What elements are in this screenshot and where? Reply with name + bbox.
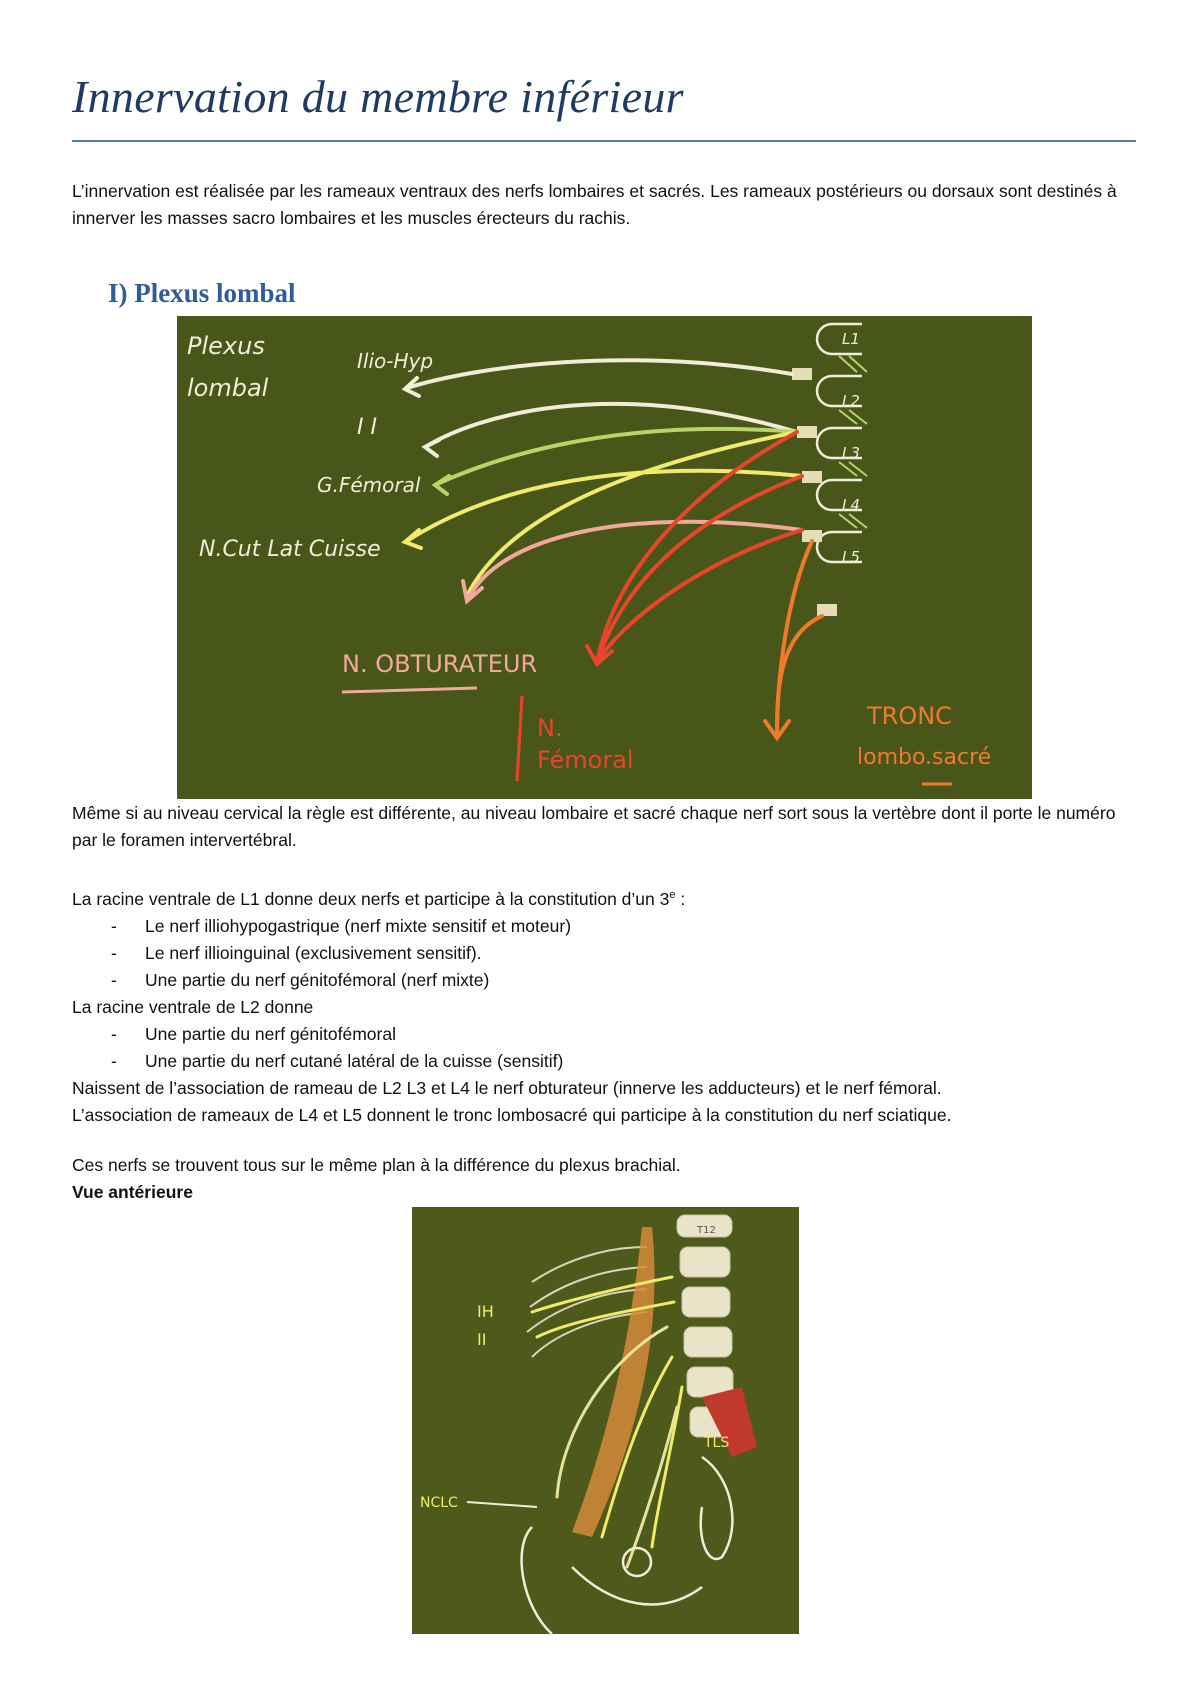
label-level-l4: L4	[842, 496, 860, 514]
list-item: - Le nerf illioinguinal (exclusivement sensitif).	[111, 942, 482, 963]
label-level-l1: L1	[842, 330, 860, 348]
list-item: - Une partie du nerf cutané latéral de la cuisse (sensitif)	[111, 1050, 564, 1071]
label-level-l3: L3	[842, 444, 860, 462]
label-n: N.	[537, 714, 563, 742]
paragraph-tronc-lombosacre: L’association de rameaux de L4 et L5 donnent le tronc lombosacré qui participe à la constitution du nerf sciatique.	[72, 1104, 952, 1125]
list-item: - Une partie du nerf génitofémoral (nerf mixte)	[111, 969, 490, 990]
label-lombal: lombal	[187, 374, 269, 402]
paragraph-meme-plan: Ces nerfs se trouvent tous sur le même plan à la différence du plexus brachial.	[72, 1155, 681, 1175]
vue-anterieure-chalkboard-image	[412, 1207, 799, 1634]
page-title: Innervation du membre inférieur	[72, 71, 684, 122]
label-tronc: TRONC	[867, 702, 952, 730]
label-ih: IH	[477, 1302, 494, 1321]
plexus-lombal-chalkboard-image	[177, 316, 1032, 799]
label-ii: II	[477, 1330, 487, 1349]
list-item: - Le nerf illiohypogastrique (nerf mixte sensitif et moteur)	[111, 915, 572, 936]
intro-paragraph: L’innervation est réalisée par les rameaux ventraux des nerfs lombaires et sacrés. Les rameaux postérieurs ou dorsaux sont destinés à innerver les masses sacro lombaires et les muscles érecteurs du rachis.	[72, 181, 1117, 228]
l2-intro: La racine ventrale de L2 donne	[72, 996, 314, 1017]
paragraph-regle-foramen: Même si au niveau cervical la règle est différente, au niveau lombaire et sacré chaque nerf sort sous la vertèbre dont il porte le numéro par le foramen intervertébral.	[72, 803, 1116, 850]
label-nerf-cutane: N.Cut Lat Cuisse	[199, 537, 381, 562]
label-level-l5: L5	[842, 548, 860, 566]
label-t12: T12	[697, 1225, 716, 1236]
label-genito-femoral: G.Fémoral	[317, 473, 421, 497]
label-plexus: Plexus	[187, 332, 265, 360]
label-level-l2: L2	[842, 392, 860, 410]
caption-vue-anterieure: Vue antérieure	[72, 1182, 193, 1202]
label-ilio-hyp: Ilio-Hyp	[357, 349, 434, 373]
label-femoral: Fémoral	[537, 746, 634, 774]
paragraph-obturateur-femoral: Naissent de l’association de rameau de L2 L3 et L4 le nerf obturateur (innerve les adducteurs) et le nerf fémoral.	[72, 1077, 942, 1098]
label-tls: TLS	[704, 1435, 730, 1451]
label-ii: I I	[357, 415, 377, 440]
label-lombo-sacre: lombo.sacré	[857, 745, 992, 770]
section-heading-plexus-lombal: I) Plexus lombal	[108, 278, 296, 308]
label-obturateur: N. OBTURATEUR	[342, 650, 538, 678]
l1-intro: La racine ventrale de L1 donne deux nerfs et participe à la constitution d’un 3e :	[72, 888, 686, 909]
label-nclc: NCLC	[420, 1495, 458, 1511]
list-item: - Une partie du nerf génitofémoral	[111, 1023, 396, 1044]
l1-section	[72, 882, 951, 1129]
title-divider	[72, 140, 1136, 142]
